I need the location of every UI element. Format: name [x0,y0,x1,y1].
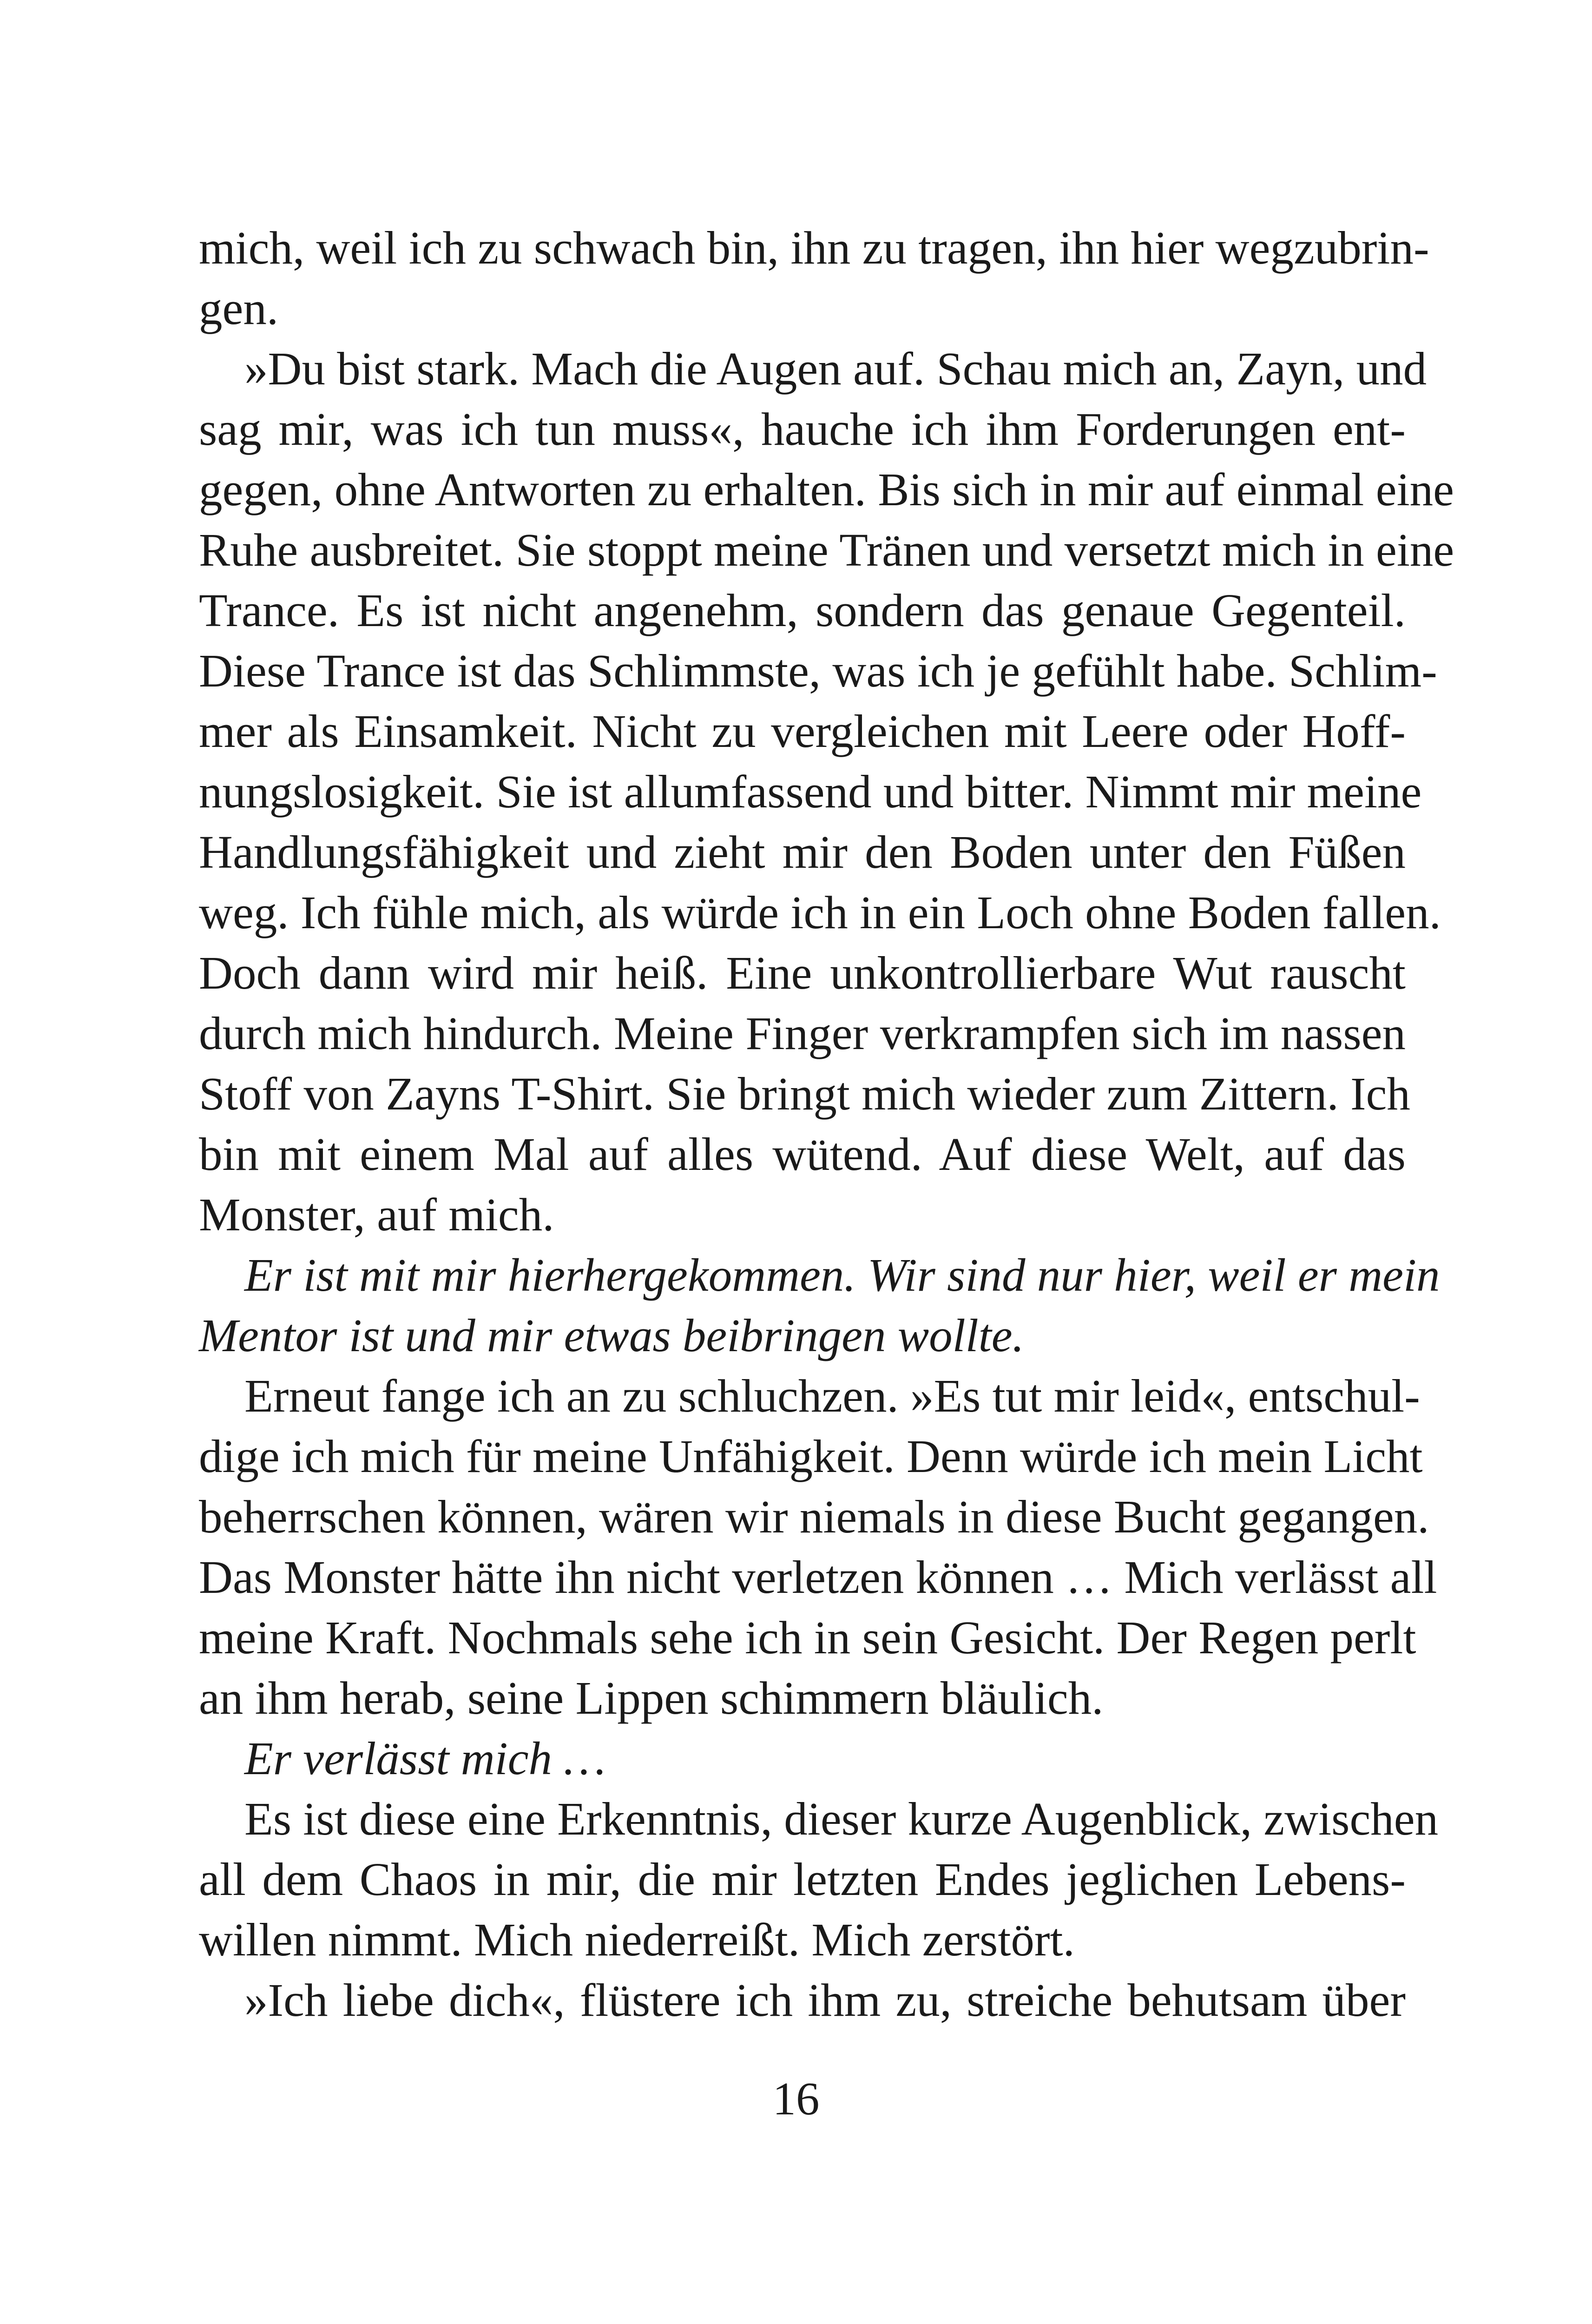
text-line: Doch dann wird mir heiß. Eine unkontrollierbare Wut rauscht [199,947,1406,999]
text-line: Trance. Es ist nicht angenehm, sondern das genaue Gegenteil. [199,584,1406,636]
italic-text-line: Er ist mit mir hierhergekommen. Wir sind nur hier, weil er mein [244,1249,1440,1301]
text-line: beherrschen können, wären wir niemals in diese Bucht gegangen. [199,1491,1429,1543]
text-line: Handlungsfähigkeit und zieht mir den Boden unter den Füßen [199,826,1406,878]
text-line: weg. Ich fühle mich, als würde ich in ein Loch ohne Boden fallen. [199,886,1441,938]
text-line: mer als Einsamkeit. Nicht zu vergleichen mit Leere oder Hoff- [199,705,1406,757]
text-line: all dem Chaos in mir, die mir letzten Endes jeglichen Lebens- [199,1853,1406,1905]
text-line: Stoff von Zayns T-Shirt. Sie bringt mich wieder zum Zittern. Ich [199,1068,1410,1120]
italic-text-line: Mentor ist und mir etwas beibringen wollte. [199,1309,1024,1361]
text-line: gegen, ohne Antworten zu erhalten. Bis sich in mir auf einmal eine [199,463,1454,515]
text-line: an ihm herab, seine Lippen schimmern bläulich. [199,1672,1104,1724]
text-line: nungslosigkeit. Sie ist allumfassend und bitter. Nimmt mir meine [199,766,1422,818]
text-line: Ruhe ausbreitet. Sie stoppt meine Tränen und versetzt mich in eine [199,524,1454,576]
text-line: Diese Trance ist das Schlimmste, was ich je gefühlt habe. Schlim- [199,645,1437,697]
text-line: »Du bist stark. Mach die Augen auf. Schau mich an, Zayn, und [244,343,1427,395]
italic-text-line: Er verlässt mich … [244,1732,606,1784]
text-line: sag mir, was ich tun muss«, hauche ich ihm Forderungen ent- [199,403,1406,455]
page-number: 16 [772,2073,820,2125]
text-line: Monster, auf mich. [199,1188,554,1241]
text-line: Erneut fange ich an zu schluchzen. »Es tut mir leid«, entschul- [244,1370,1420,1422]
text-line: bin mit einem Mal auf alles wütend. Auf diese Welt, auf das [199,1128,1406,1180]
text-line: »Ich liebe dich«, flüstere ich ihm zu, streiche behutsam über [244,1974,1406,2026]
text-line: gen. [199,282,279,334]
text-line: mich, weil ich zu schwach bin, ihn zu tragen, ihn hier wegzubrin- [199,222,1429,274]
text-line: meine Kraft. Nochmals sehe ich in sein Gesicht. Der Regen perlt [199,1611,1416,1664]
text-line: dige ich mich für meine Unfähigkeit. Denn würde ich mein Licht [199,1430,1423,1482]
text-line: Das Monster hätte ihn nicht verletzen können … Mich verlässt all [199,1551,1437,1603]
text-line: willen nimmt. Mich niederreißt. Mich zerstört. [199,1914,1075,1966]
text-line: Es ist diese eine Erkenntnis, dieser kurze Augenblick, zwischen [244,1793,1439,1845]
text-line: durch mich hindurch. Meine Finger verkrampfen sich im nassen [199,1007,1406,1059]
body-text [199,218,1454,2030]
